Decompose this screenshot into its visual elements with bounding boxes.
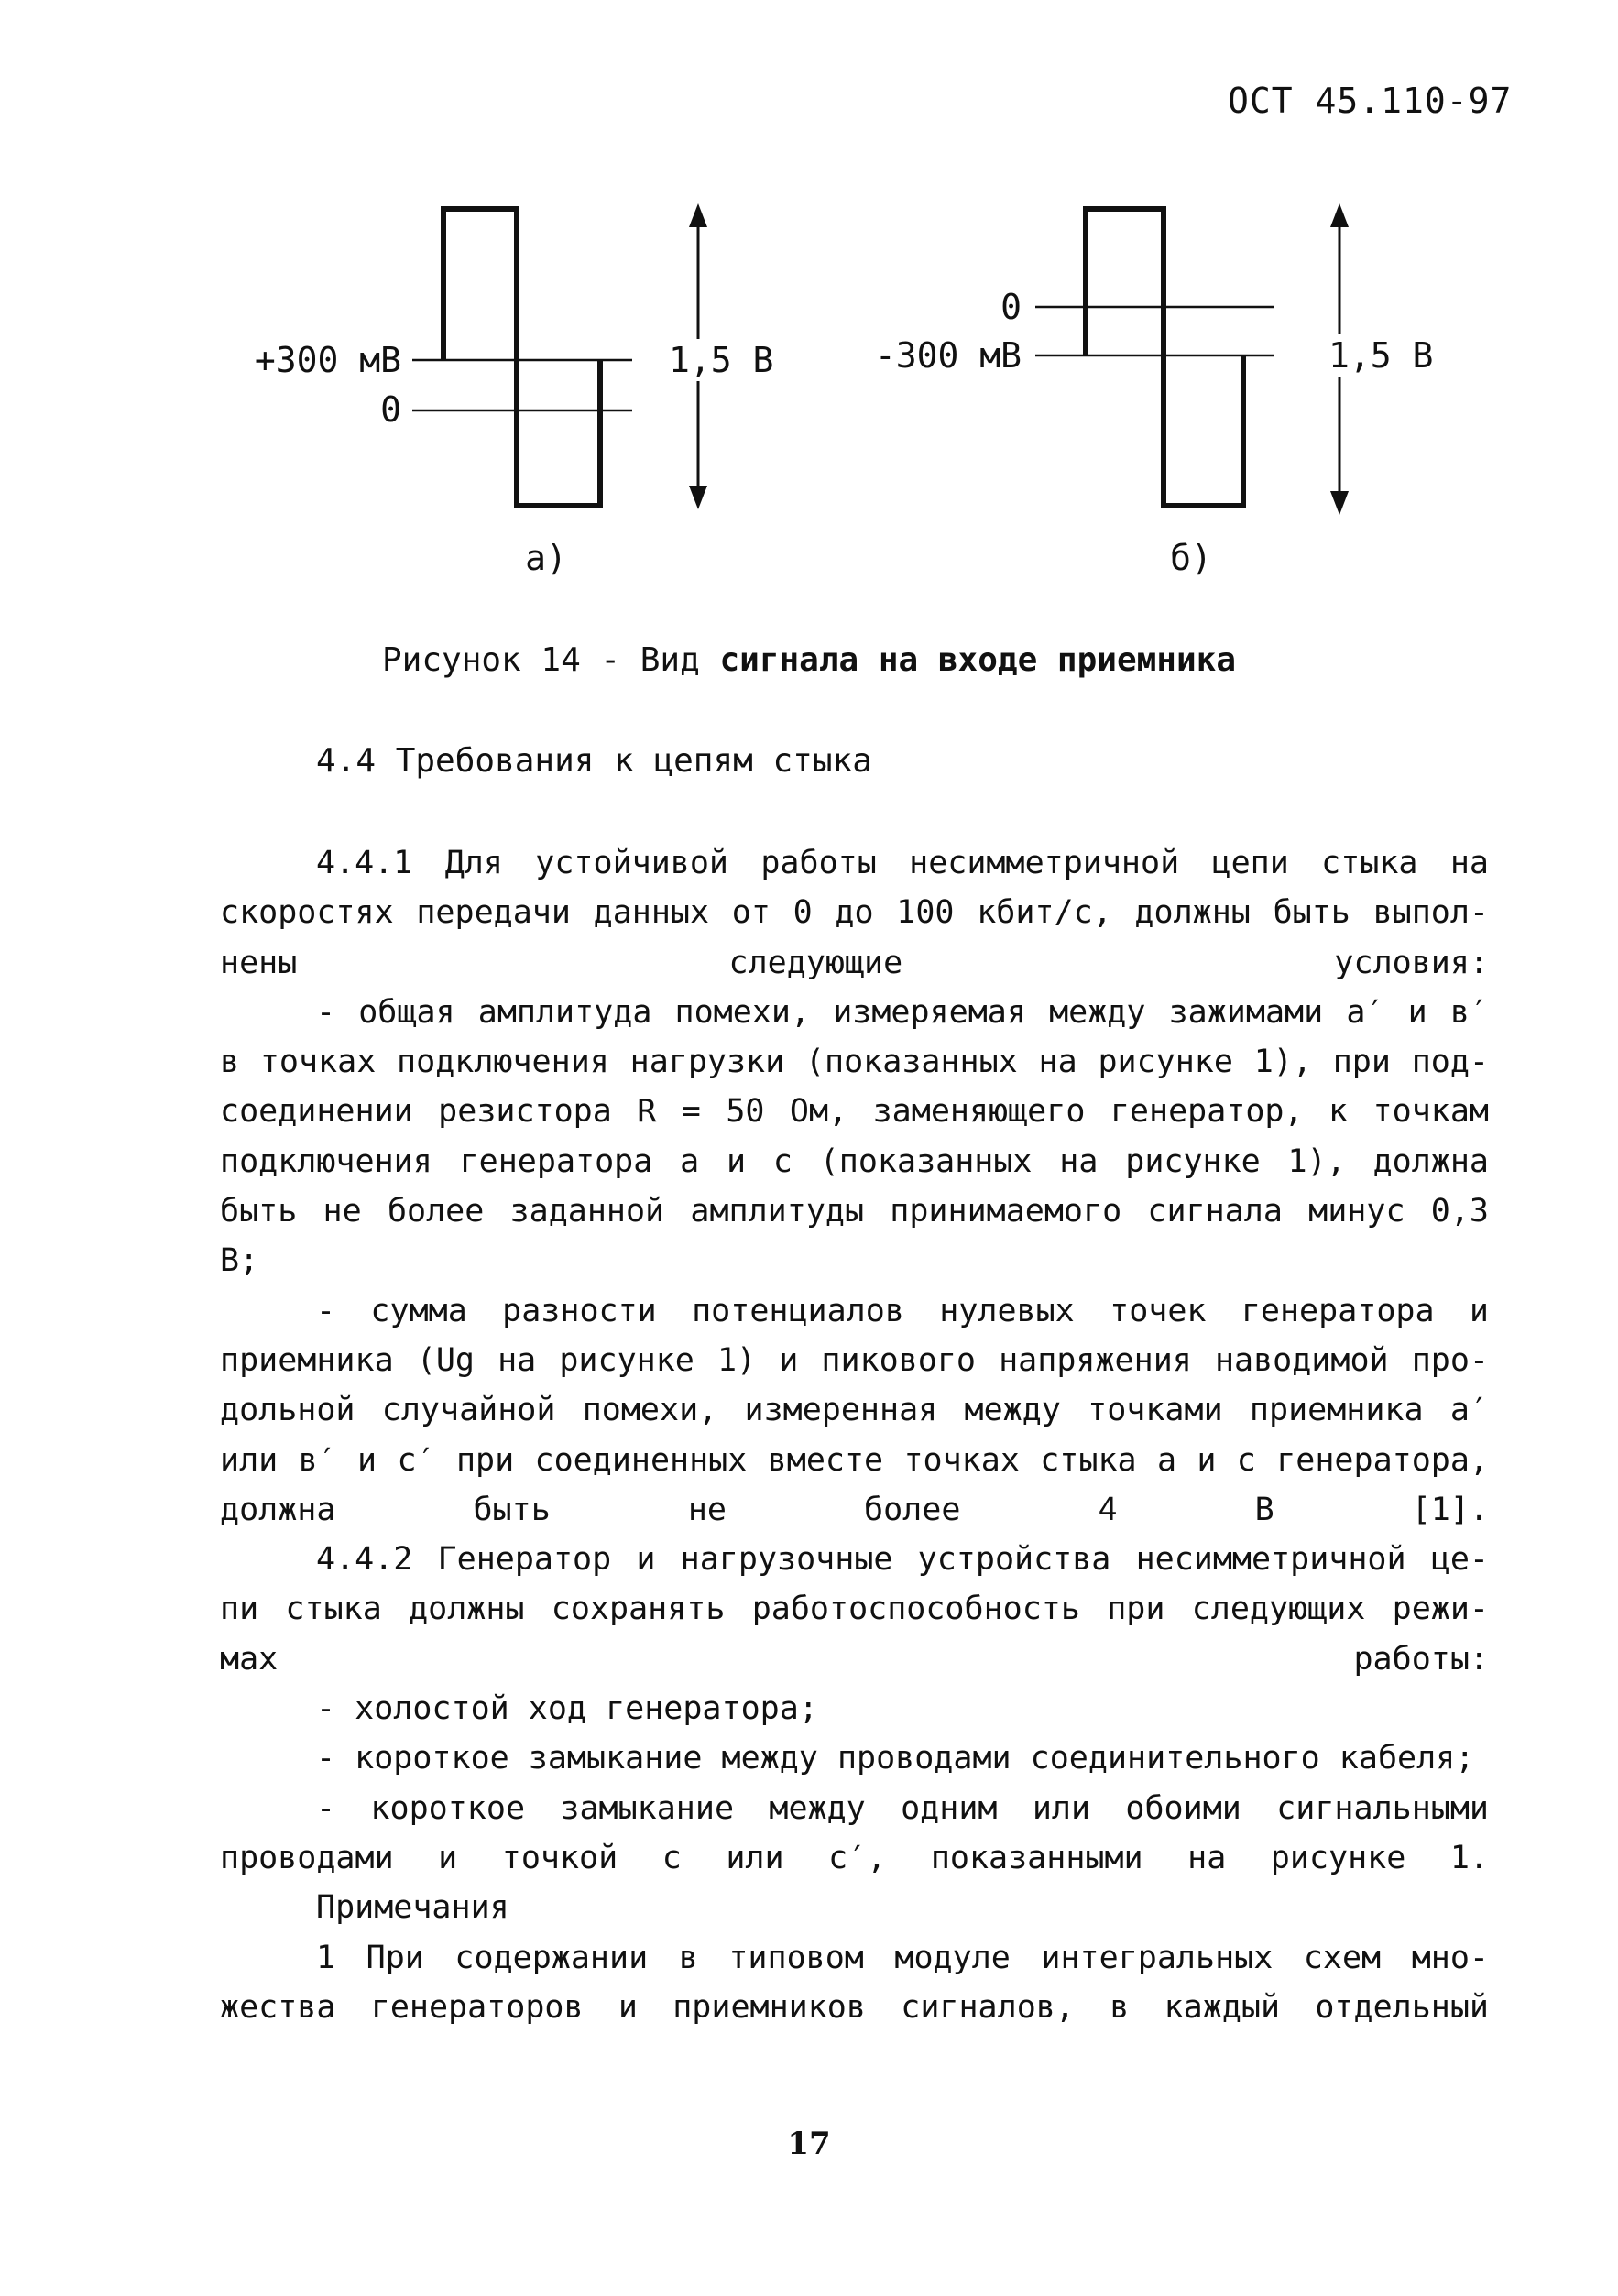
panel-b-arrow-top-icon (1330, 203, 1349, 227)
text-line: - сумма разности потенциалов нулевых точек генератора и (316, 1292, 1489, 1329)
text-line: скоростях передачи данных от 0 до 100 кбит/с, должны быть выпол- (220, 894, 1489, 932)
panel-b-diagram (875, 203, 1434, 578)
paragraph-4-4-1-item-2 (220, 1286, 1489, 1535)
figure-caption-bold: сигнала на входе приемника (719, 641, 1236, 679)
document-code: ОСТ 45.110-97 (1228, 81, 1513, 121)
panel-a-upper-label: +300 мВ (254, 340, 401, 380)
panel-a-amplitude-label: 1,5 В (669, 340, 774, 380)
text-line: должна быть не более 4 В [1]. (220, 1491, 1489, 1528)
paragraph-4-4-2-item-3 (220, 1784, 1489, 1884)
text-line: жества генераторов и приемников сигналов, в каждый отдельный (220, 1988, 1489, 2026)
text-line: 4.4.2 Генератор и нагрузочные устройства несимметричной це- (316, 1541, 1489, 1579)
panel-b-arrow-bottom-icon (1330, 491, 1349, 515)
panel-a-arrow-bottom-icon (689, 486, 707, 509)
panel-a-zero-label: 0 (380, 389, 401, 430)
text-line: мах работы: (220, 1640, 1489, 1678)
text-line: соединении резистора R = 50 Ом, заменяющего генератор, к точкам (220, 1093, 1489, 1131)
panel-a-diagram (255, 203, 774, 578)
section-body (220, 838, 1489, 2032)
paragraph-4-4-1 (220, 838, 1489, 988)
text-line: нены следующие условия: (220, 944, 1489, 981)
text-line: проводами и точкой с или с′, показанными на рисунке 1. (220, 1839, 1489, 1876)
panel-b-lower-label: -300 мВ (874, 335, 1022, 376)
text-line: быть не более заданной амплитуды принимаемого сигнала минус 0,3 В; (220, 1193, 1489, 1280)
figure-caption (0, 641, 1618, 679)
text-line: 1 При содержании в типовом модуле интегральных схем мно- (316, 1939, 1489, 1976)
paragraph-4-4-2-item-1 (220, 1684, 1489, 1733)
text-line: дольной случайной помехи, измеренная между точками приемника а′ (220, 1392, 1489, 1429)
text-line: в точках подключения нагрузки (показанных на рисунке 1), при под- (220, 1044, 1489, 1081)
panel-a-caption: а) (525, 538, 567, 578)
text-line: - общая амплитуда помехи, измеряемая между зажимами а′ и в′ (316, 993, 1489, 1031)
paragraph-4-4-1-item-1 (220, 988, 1489, 1286)
text-line: пи стыка должны сохранять работоспособность при следующих режи- (220, 1591, 1489, 1628)
text-line: - короткое замыкание между проводами соединительного кабеля; (316, 1740, 1475, 1777)
text-line: 4.4.1 Для устойчивой работы несимметричной цепи стыка на (316, 845, 1489, 881)
panel-b-zero-label: 0 (1000, 287, 1022, 327)
note-1 (220, 1933, 1489, 2033)
panel-a-signal-waveform (443, 209, 600, 506)
section-heading: 4.4 Требования к цепям стыка (316, 742, 872, 780)
text-line: - холостой ход генератора; (316, 1690, 818, 1728)
paragraph-4-4-2-item-2 (220, 1733, 1489, 1783)
notes-heading: Примечания (316, 1889, 509, 1927)
figure-14-signal-diagrams (0, 0, 1618, 605)
figure-caption-prefix: Рисунок 14 - Вид (382, 641, 720, 679)
panel-b-signal-waveform (1086, 209, 1243, 506)
panel-a-arrow-top-icon (689, 203, 707, 227)
text-line: подключения генератора а и с (показанных на рисунке 1), должна (220, 1143, 1489, 1180)
panel-b-caption: б) (1170, 538, 1212, 578)
page-number: 17 (787, 2126, 831, 2162)
paragraph-4-4-2 (220, 1535, 1489, 1684)
text-line: или в′ и с′ при соединенных вместе точках стыка а и с генератора, (220, 1441, 1489, 1479)
text-line: - короткое замыкание между одним или обоими сигнальными (316, 1789, 1489, 1827)
text-line: приемника (Ug на рисунке 1) и пикового напряжения наводимой про- (220, 1341, 1489, 1379)
panel-b-amplitude-label: 1,5 В (1328, 335, 1434, 376)
